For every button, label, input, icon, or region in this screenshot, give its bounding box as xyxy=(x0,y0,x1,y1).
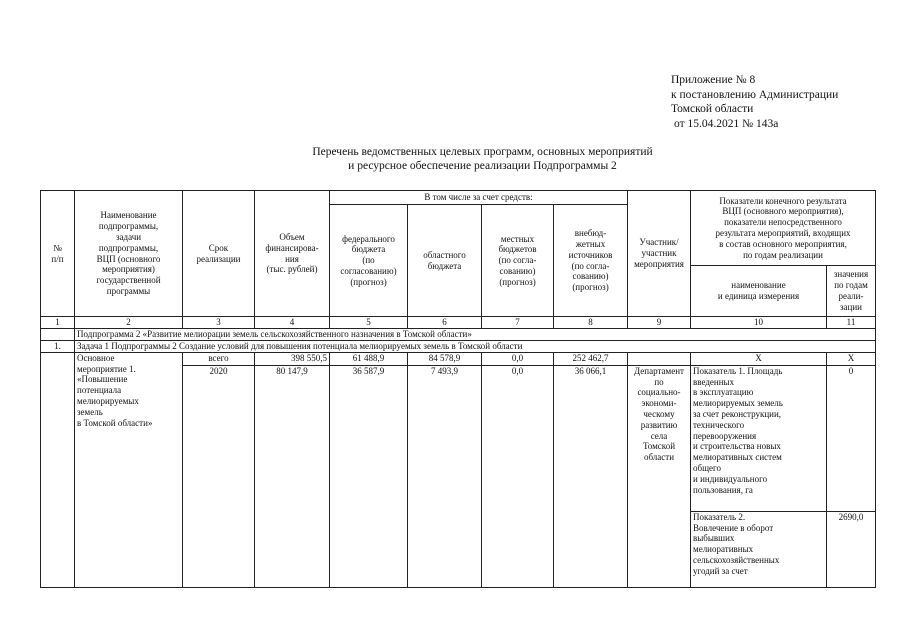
col-number: 10 xyxy=(691,317,827,329)
federal-total: 61 488,9 xyxy=(330,352,408,365)
indicator-2-value: 2690,0 xyxy=(827,511,876,587)
col-number: 6 xyxy=(408,317,482,329)
regional-total: 84 578,9 xyxy=(408,352,482,365)
col-number: 4 xyxy=(255,317,330,329)
appendix-line-2: к постановлению Администрации xyxy=(671,88,839,101)
indicator-1-value: 0 xyxy=(827,365,876,511)
column-numbers-row xyxy=(41,317,876,329)
header-row-1 xyxy=(41,191,876,205)
col-number: 1 xyxy=(41,317,75,329)
volume-total: 398 550,5 xyxy=(255,352,330,365)
measure-total-row xyxy=(41,352,876,365)
subprogram-row xyxy=(41,328,876,340)
header-including: В том числе за счет средств: xyxy=(330,191,628,205)
header-participant: Участник/ участник мероприятия xyxy=(628,191,691,317)
subprogram-title: Подпрограмма 2 «Развитие мелиорации земель сельскохозяйственного назначения в Томской области» xyxy=(75,328,876,340)
task-row xyxy=(41,340,876,352)
title-line-1: Перечень ведомственных целевых программ, основных мероприятий xyxy=(312,146,653,158)
header-regional: областного бюджета xyxy=(408,205,482,317)
title-line-2: и ресурсное обеспечение реализации Подпрограммы 2 xyxy=(348,160,617,172)
local-total: 0,0 xyxy=(482,352,554,365)
col-number: 8 xyxy=(554,317,628,329)
header-local: местных бюджетов (по согла- сованию) (прогноз) xyxy=(482,205,554,317)
appendix-line-4: от 15.04.2021 № 143а xyxy=(674,117,779,130)
programs-table xyxy=(40,190,876,588)
col-number: 3 xyxy=(183,317,255,329)
term-total: всего xyxy=(183,352,255,365)
header-federal: федерального бюджета (по согласованию) (прогноз) xyxy=(330,205,408,317)
header-indicators: Показатели конечного результата ВЦП (основного мероприятия), показатели непосредственного результата мероприятий, входящих в состав основного мероприятия, по годам реализации xyxy=(691,191,876,266)
appendix-line-1: Приложение № 8 xyxy=(671,74,756,86)
appendix-line-3: Томской области xyxy=(671,103,754,115)
task-number: 1. xyxy=(41,340,75,352)
offbudget-total: 252 462,7 xyxy=(554,352,628,365)
col-number: 11 xyxy=(827,317,876,329)
indicator-name-total: Х xyxy=(691,352,827,365)
task-title: Задача 1 Подпрограммы 2 Создание условий для повышения потенциала мелиорируемых земель в Томской области xyxy=(75,340,876,352)
col-number: 7 xyxy=(482,317,554,329)
document-title xyxy=(0,145,905,173)
header-num: № п/п xyxy=(41,191,75,317)
offbudget-2020: 36 066,1 xyxy=(554,365,628,587)
indicator-2-name: Показатель 2. Вовлечение в оборот выбывших мелиоративных сельскохозяйственных угодий за счет xyxy=(691,511,827,587)
measure-name: Основное мероприятие 1. «Повышение потенциала мелиорируемых земель в Томской области» xyxy=(75,352,183,587)
regional-2020: 7 493,9 xyxy=(408,365,482,587)
appendix-block xyxy=(671,73,838,131)
indicator-value-total: Х xyxy=(827,352,876,365)
col-number: 2 xyxy=(75,317,183,329)
header-name: Наименование подпрограммы, задачи подпрограммы, ВЦП (основного мероприятия) государственной программы xyxy=(75,191,183,317)
header-term: Срок реализации xyxy=(183,191,255,317)
col-number: 5 xyxy=(330,317,408,329)
local-2020: 0,0 xyxy=(482,365,554,587)
participant: Департамент по социально- экономи- ческому развитию села Томской области xyxy=(628,365,691,587)
indicator-1-name: Показатель 1. Площадь введенных в эксплуатацию мелиорируемых земель за счет реконструкции, технического перевооружения и строительства новых мелиоративных систем общего и индивидуального пользования, га xyxy=(691,365,827,511)
volume-2020: 80 147,9 xyxy=(255,365,330,587)
federal-2020: 36 587,9 xyxy=(330,365,408,587)
header-offbudget: внебюд- жетных источников (по согла- сованию) (прогноз) xyxy=(554,205,628,317)
term-2020: 2020 xyxy=(183,365,255,587)
header-indicator-name: наименование и единица измерения xyxy=(691,266,827,317)
header-indicator-value: значения по годам реали- зации xyxy=(827,266,876,317)
header-volume: Объем финансирова- ния (тыс. рублей) xyxy=(255,191,330,317)
col-number: 9 xyxy=(628,317,691,329)
